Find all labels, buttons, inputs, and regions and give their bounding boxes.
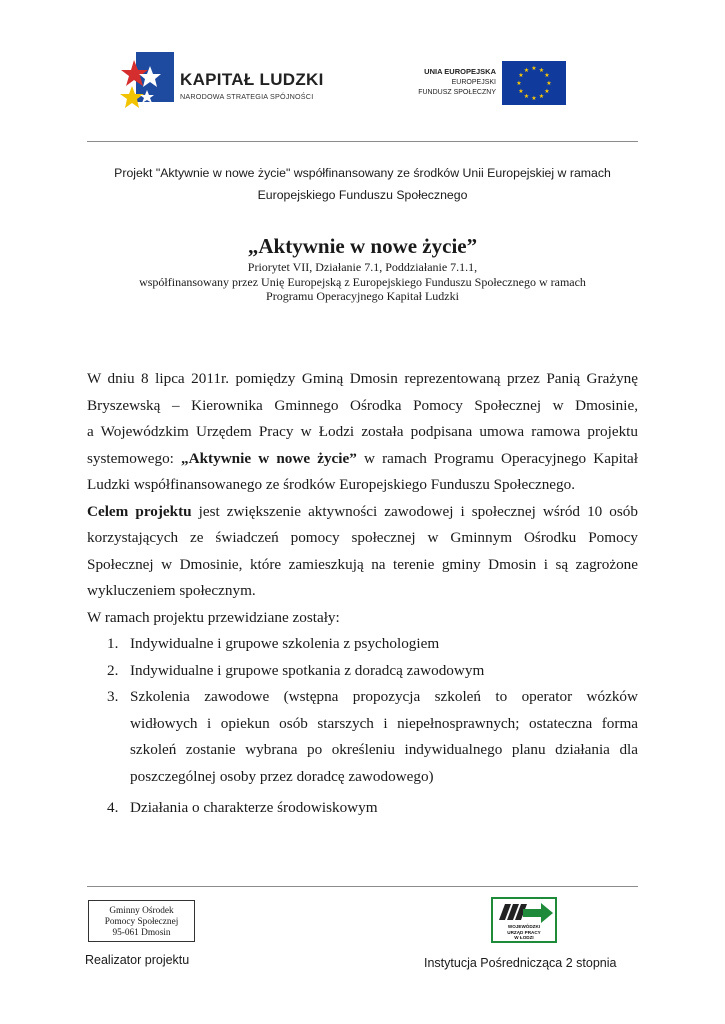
stamp-line-2: Pomocy Społecznej: [104, 916, 179, 927]
paragraph-agreement: [87, 366, 638, 499]
title-subline-2: współfinansowany przez Unię Europejską z Europejskiego Funduszu Społecznego w ramach: [139, 274, 586, 289]
list-item-text: szkoleń zostanie wybrana po określeniu indywidualnego planu działania dla: [130, 741, 638, 758]
wup-line-3: W ŁODZI: [514, 935, 534, 941]
goal-line-2: korzystających ze świadczeń pomocy społecznej w Gminnym Ośrodku Pomocy: [87, 529, 638, 546]
goal-line-3: Społecznej w Dmosinie, które zamieszkują na terenie gminy Dmosin i są zagrożone: [87, 555, 638, 573]
goal-line-4: wykluczeniem społecznym.: [87, 582, 256, 599]
title-block: [60, 232, 665, 304]
title-subline-1: Priorytet VII, Działanie 7.1, Poddziałanie 7.1.1,: [247, 260, 478, 274]
gops-stamp: [88, 900, 195, 942]
svg-text:★: ★: [516, 80, 522, 87]
goal-line-1-rest: jest zwiększenie aktywności zawodowej i społecznej wśród 10 osób: [191, 502, 638, 520]
list-item: [87, 795, 638, 822]
list-item-text: widłowych i opiekun osób starszych i niepełnosprawnych; ostateczna forma: [130, 714, 638, 732]
page-title: „Aktywnie w nowe życie”: [247, 234, 478, 258]
paragraph-goal: [87, 499, 638, 605]
agreement-line-5: Ludzki współfinansowanego ze środków Europejskiego Funduszu Społecznego.: [87, 476, 576, 493]
svg-text:★: ★: [538, 67, 545, 74]
agreement-line-2: Bryszewską – Kierownika Gminnego Ośrodka Pomocy Społecznej w Dmosinie,: [87, 396, 638, 414]
eu-logo: [398, 60, 566, 106]
list-item: [87, 631, 638, 658]
agreement-line-4-pre: systemowego:: [87, 449, 182, 467]
kapital-ludzki-subtitle: NARODOWA STRATEGIA SPÓJNOŚCI: [180, 92, 314, 101]
wup-arrow-icon: [493, 900, 555, 926]
agreement-line-4: [87, 446, 638, 473]
svg-text:★: ★: [544, 88, 550, 95]
goal-lead-bold: Celem projektu: [87, 502, 192, 520]
wup-text: [493, 924, 555, 941]
svg-text:★: ★: [531, 65, 537, 72]
list-item: [87, 684, 638, 790]
list-item-number: 4.: [107, 799, 119, 816]
list-item-text: poszczególnej osoby przez doradcę zawodowego): [130, 767, 434, 785]
svg-text:★: ★: [531, 95, 537, 102]
svg-text:★: ★: [518, 88, 524, 95]
wup-line-1: WOJEWÓDZKI: [507, 924, 541, 929]
agreement-line-1: W dniu 8 lipca 2011r. pomiędzy Gminą Dmosin reprezentowaną przez Panią Grażynę: [87, 370, 638, 387]
stamp-line-3: 95-061 Dmosin: [112, 927, 171, 938]
goal-line-1: [87, 499, 638, 526]
footer-divider: [87, 886, 638, 887]
wup-lodz-logo: [491, 897, 557, 943]
stamp-line-1: Gminny Ośrodek: [109, 906, 174, 916]
agreement-line-4-post: w ramach Programu Operacyjnego Kapitał: [356, 449, 638, 467]
svg-text:★: ★: [546, 80, 552, 87]
svg-text:★: ★: [518, 72, 524, 79]
project-name-bold: „Aktywnie w nowe życie”: [181, 449, 357, 467]
svg-text:★: ★: [544, 72, 550, 79]
list-item: [87, 658, 638, 685]
svg-text:★: ★: [538, 93, 545, 100]
eu-logo-line1: UNIA EUROPEJSKA: [424, 67, 496, 76]
agreement-line-3: a Wojewódzkim Urzędem Pracy w Łodzi została podpisana umowa ramowa projektu: [87, 423, 638, 440]
wup-line-2: URZĄD PRACY: [507, 929, 541, 935]
cofinance-line-2: Europejskiego Funduszu Społecznego: [257, 188, 468, 202]
instytucja-label: Instytucja Pośrednicząca 2 stopnia: [424, 956, 617, 970]
list-item-number: 1.: [107, 635, 119, 652]
svg-text:★: ★: [523, 93, 530, 100]
list-intro: W ramach projektu przewidziane zostały:: [87, 608, 340, 626]
kapital-ludzki-title: KAPITAŁ LUDZKI: [180, 70, 324, 89]
eu-logo-line2: EUROPEJSKI: [451, 79, 496, 86]
eu-flag-icon: [502, 61, 566, 105]
cofinance-statement: [60, 162, 665, 206]
list-item-text: Indywidualne i grupowe szkolenia z psychologiem: [130, 635, 440, 652]
title-subline-3: Programu Operacyjnego Kapitał Ludzki: [266, 289, 459, 303]
project-activities-list: [87, 631, 638, 822]
list-item-text: Działania o charakterze środowiskowym: [130, 799, 378, 816]
list-item-number: 2.: [107, 661, 119, 679]
list-item-text: Szkolenia zawodowe (wstępna propozycja szkoleń to operator wózków: [130, 688, 638, 705]
document-body: [87, 366, 638, 822]
realizator-label: Realizator projektu: [85, 953, 190, 967]
eu-logo-line3: FUNDUSZ SPOŁECZNY: [418, 89, 496, 96]
header-divider: [87, 141, 638, 142]
svg-text:★: ★: [523, 67, 530, 74]
list-item-text: Indywidualne i grupowe spotkania z doradcą zawodowym: [130, 661, 485, 679]
cofinance-line-1: Projekt "Aktywnie w nowe życie" współfinansowany ze środków Unii Europejskiej w ramach: [114, 166, 611, 180]
list-item-number: 3.: [107, 688, 119, 705]
kapital-ludzki-logo: [120, 52, 340, 114]
kapital-ludzki-emblem-icon: [120, 52, 178, 114]
